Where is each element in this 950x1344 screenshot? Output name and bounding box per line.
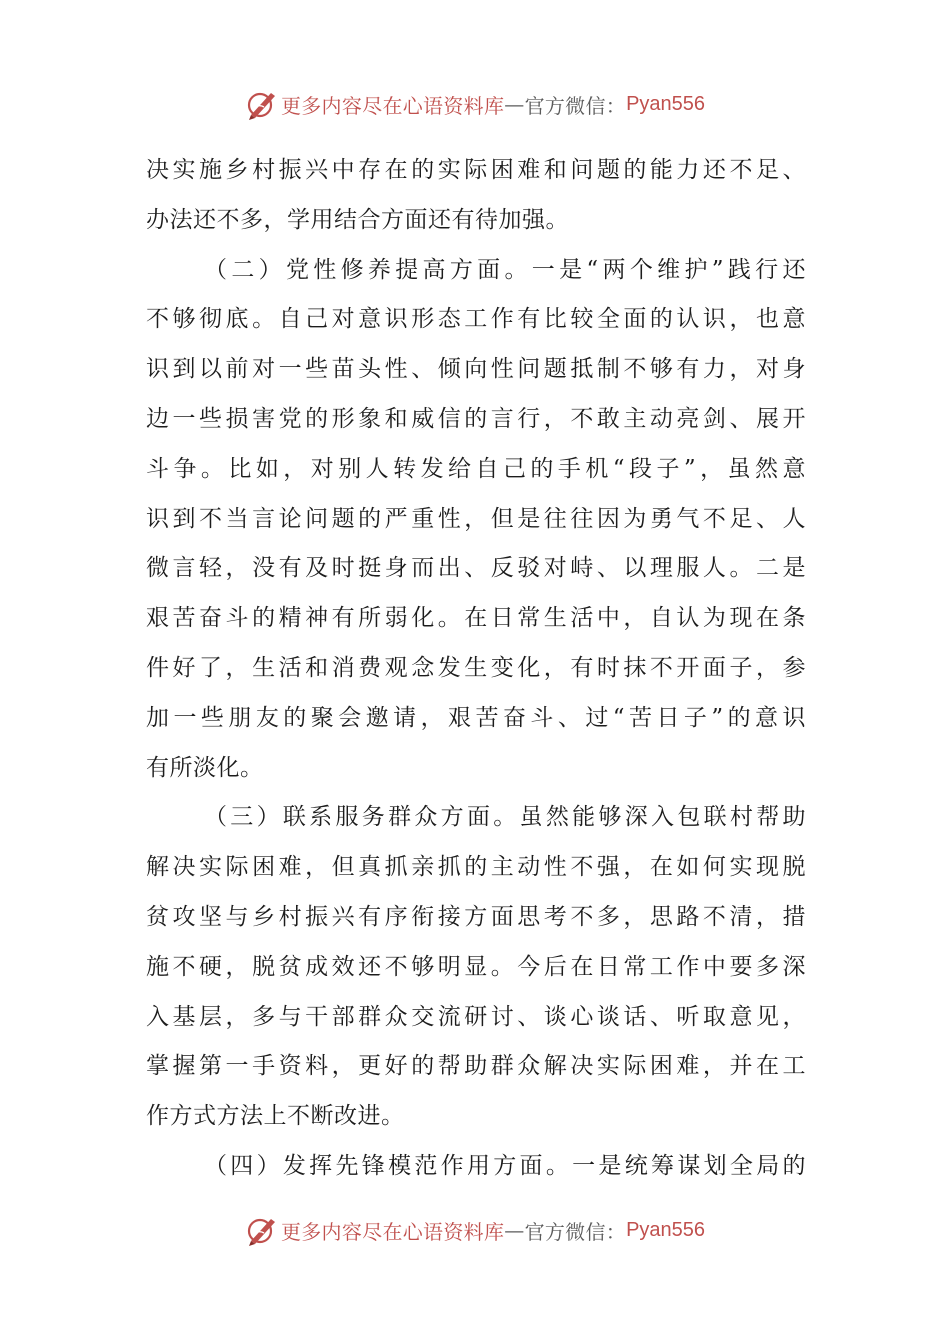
text-line: 施不硬，脱贫成效还不够明显。今后在日常工作中要多深	[146, 953, 806, 980]
banner-text: 更多内容尽在心语资料库	[280, 1219, 505, 1244]
banner-wechat-id: Pyan556	[626, 1218, 706, 1241]
text-line: 艰苦奋斗的精神有所弱化。在日常生活中，自认为现在条	[146, 605, 806, 632]
text-line: 有所淡化。	[146, 754, 264, 781]
banner-official: 官方微信：	[524, 1219, 627, 1244]
text-line: 加一些朋友的聚会邀请，艰苦奋斗、过“苦日子”的意识	[146, 704, 806, 731]
text-line: 不够彻底。自己对意识形态工作有比较全面的认识，也意	[146, 306, 806, 333]
text-line: 微言轻，没有及时挺身而出、反驳对峙、以理服人。二是	[146, 555, 806, 582]
text-line: 解决实际困难，但真抓亲抓的主动性不强，在如何实现脱	[146, 854, 806, 881]
pen-logo-icon	[245, 1213, 279, 1247]
text-line: 斗争。比如，对别人转发给自己的手机“段子”，虽然意	[146, 455, 806, 482]
text-line: 入基层，多与干部群众交流研讨、谈心谈话、听取意见，	[146, 1003, 806, 1030]
text-line: 识到以前对一些苗头性、倾向性问题抵制不够有力，对身	[146, 356, 806, 383]
text-line: 贫攻坚与乡村振兴有序衔接方面思考不多，思路不清，措	[146, 903, 806, 930]
text-line: 掌握第一手资料，更好的帮助群众解决实际困难，并在工	[146, 1053, 806, 1080]
text-line: 边一些损害党的形象和威信的言行，不敢主动亮剑、展开	[146, 405, 806, 432]
banner-official: 官方微信：	[524, 93, 627, 118]
text-line: 作方式方法上不断改进。	[146, 1103, 405, 1130]
paragraph-start: （三）联系服务群众方面。虽然能够深入包联村帮助	[204, 804, 806, 831]
text-line: 识到不当言论问题的严重性，但是往往因为勇气不足、人	[146, 505, 806, 532]
banner-wechat-id: Pyan556	[626, 92, 706, 115]
text-line: 办法还不多，学用结合方面还有待加强。	[146, 206, 569, 233]
banner-dash: —	[504, 92, 525, 116]
text-line: 件好了，生活和消费观念发生变化，有时抹不开面子，参	[146, 654, 806, 681]
banner-text: 更多内容尽在心语资料库	[280, 93, 505, 118]
footer-banner	[0, 1210, 950, 1250]
document-body	[146, 146, 806, 1192]
pen-logo-icon	[245, 87, 279, 121]
banner-dash: —	[504, 1218, 525, 1242]
paragraph-start: （二）党性修养提高方面。一是“两个维护”践行还	[204, 256, 806, 283]
header-banner	[0, 84, 950, 124]
text-line: 决实施乡村振兴中存在的实际困难和问题的能力还不足、	[146, 157, 806, 183]
paragraph-start: （四）发挥先锋模范作用方面。一是统筹谋划全局的	[204, 1152, 806, 1179]
